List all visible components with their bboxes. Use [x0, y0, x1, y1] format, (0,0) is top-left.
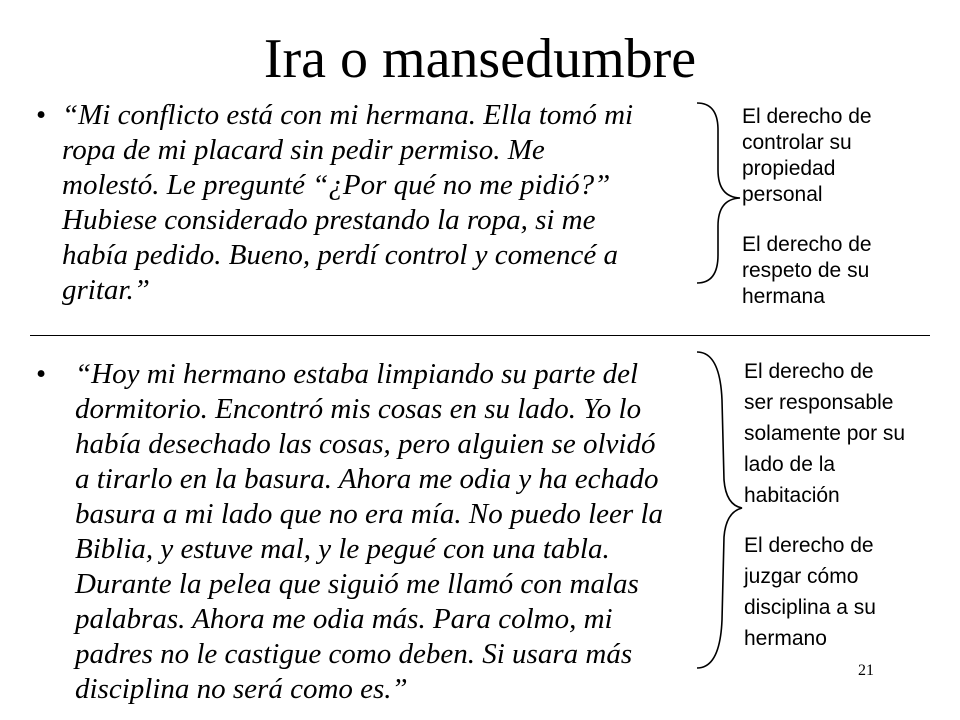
page-number: 21	[858, 662, 874, 679]
right-label-property: El derecho de controlar su propiedad personal	[742, 105, 872, 206]
quote-sister: “Mi conflicto está con mi hermana. Ella tomó mi ropa de mi placard sin pedir permiso. Me molestó. Le pregunté “¿Por qué no me pidió?” Hubiese considerado prestando la ropa, si me había pedido. Bueno, perdí control y comencé a gritar.”	[62, 99, 634, 306]
bullet-marker: •	[36, 358, 47, 390]
right-label-responsible: El derecho de ser responsable solamente por su lado de la habitación	[744, 360, 906, 507]
quote-brother: “Hoy mi hermano estaba limpiando su parte del dormitorio. Encontró mis cosas en su lado. Yo lo había desechado las cosas, pero alguien se olvidó a tirarlo en la basura. Ahora me odia y ha echado basura a mi lado que no era mía. No puedo leer la Biblia, y estuve mal, y le pegué con una tabla. Durante la pelea que siguió me llamó con malas palabras. Ahora me odia más. Para colmo, mi padres no le castigue como deben. Si usara más disciplina no será como es.”	[75, 358, 664, 705]
slide-title: Ira o mansedumbre	[263, 28, 697, 90]
right-label-judge: El derecho de juzgar cómo disciplina a su hermano	[744, 534, 876, 650]
bullet-marker: •	[36, 99, 47, 131]
right-label-respect: El derecho de respeto de su hermana	[742, 233, 872, 308]
